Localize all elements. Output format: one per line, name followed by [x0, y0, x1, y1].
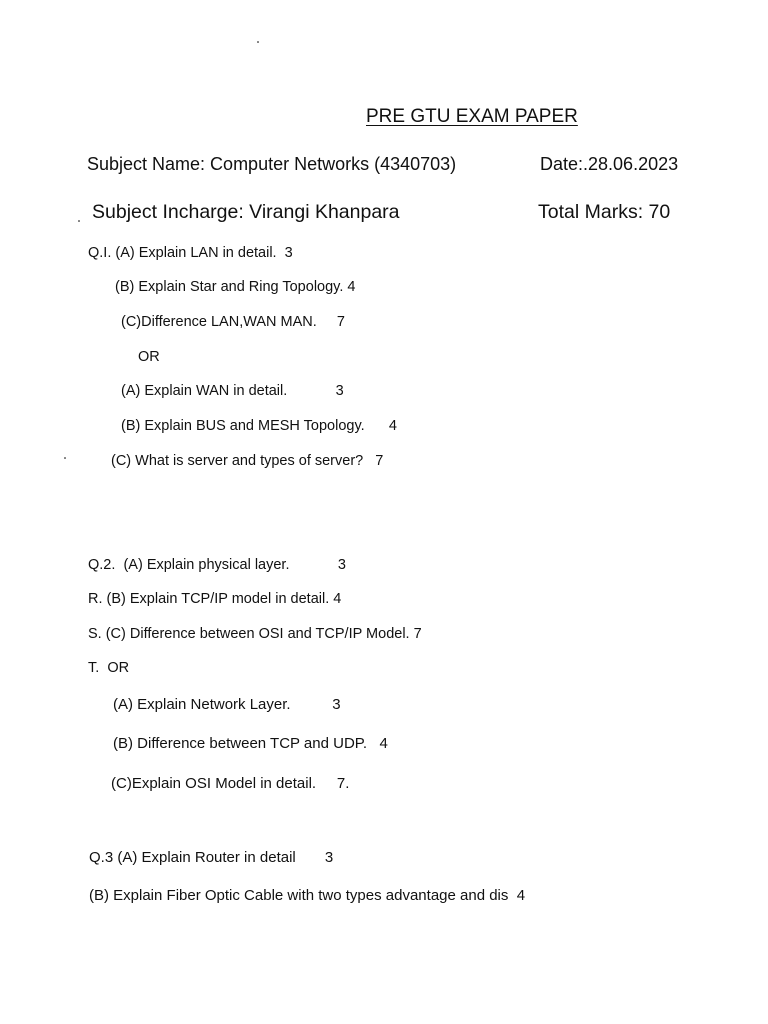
q1-c-alt: (C) What is server and types of server? 7: [111, 453, 384, 469]
scan-speck: [257, 41, 259, 43]
scan-speck: [78, 220, 80, 222]
total-marks: Total Marks: 70: [538, 201, 671, 223]
q2-b-alt: (B) Difference between TCP and UDP. 4: [113, 735, 388, 752]
q1-a-alt: (A) Explain WAN in detail. 3: [121, 383, 344, 399]
subject-name: Subject Name: Computer Networks (4340703): [87, 154, 457, 174]
q3-a: Q.3 (A) Explain Router in detail 3: [89, 849, 334, 866]
q1-b-alt: (B) Explain BUS and MESH Topology. 4: [121, 418, 397, 434]
q2-c: S. (C) Difference between OSI and TCP/IP Model. 7: [88, 626, 422, 642]
q1-a: Q.I. (A) Explain LAN in detail. 3: [88, 245, 293, 261]
exam-date: Date:.28.06.2023: [540, 154, 679, 174]
q1-c: (C)Difference LAN,WAN MAN. 7: [121, 314, 345, 330]
q3-b: (B) Explain Fiber Optic Cable with two types advantage and dis 4: [89, 887, 526, 904]
scan-speck: [64, 457, 66, 459]
page-title: PRE GTU EXAM PAPER: [366, 106, 578, 127]
q2-a-alt: (A) Explain Network Layer. 3: [113, 696, 341, 713]
q2-b: R. (B) Explain TCP/IP model in detail. 4: [88, 591, 342, 607]
q1-b: (B) Explain Star and Ring Topology. 4: [115, 279, 356, 295]
subject-incharge: Subject Incharge: Virangi Khanpara: [92, 201, 400, 223]
q1-or: OR: [138, 349, 160, 365]
q2-c-alt: (C)Explain OSI Model in detail. 7.: [111, 775, 350, 792]
q2-or: T. OR: [88, 660, 130, 676]
q2-a: Q.2. (A) Explain physical layer. 3: [88, 557, 346, 573]
